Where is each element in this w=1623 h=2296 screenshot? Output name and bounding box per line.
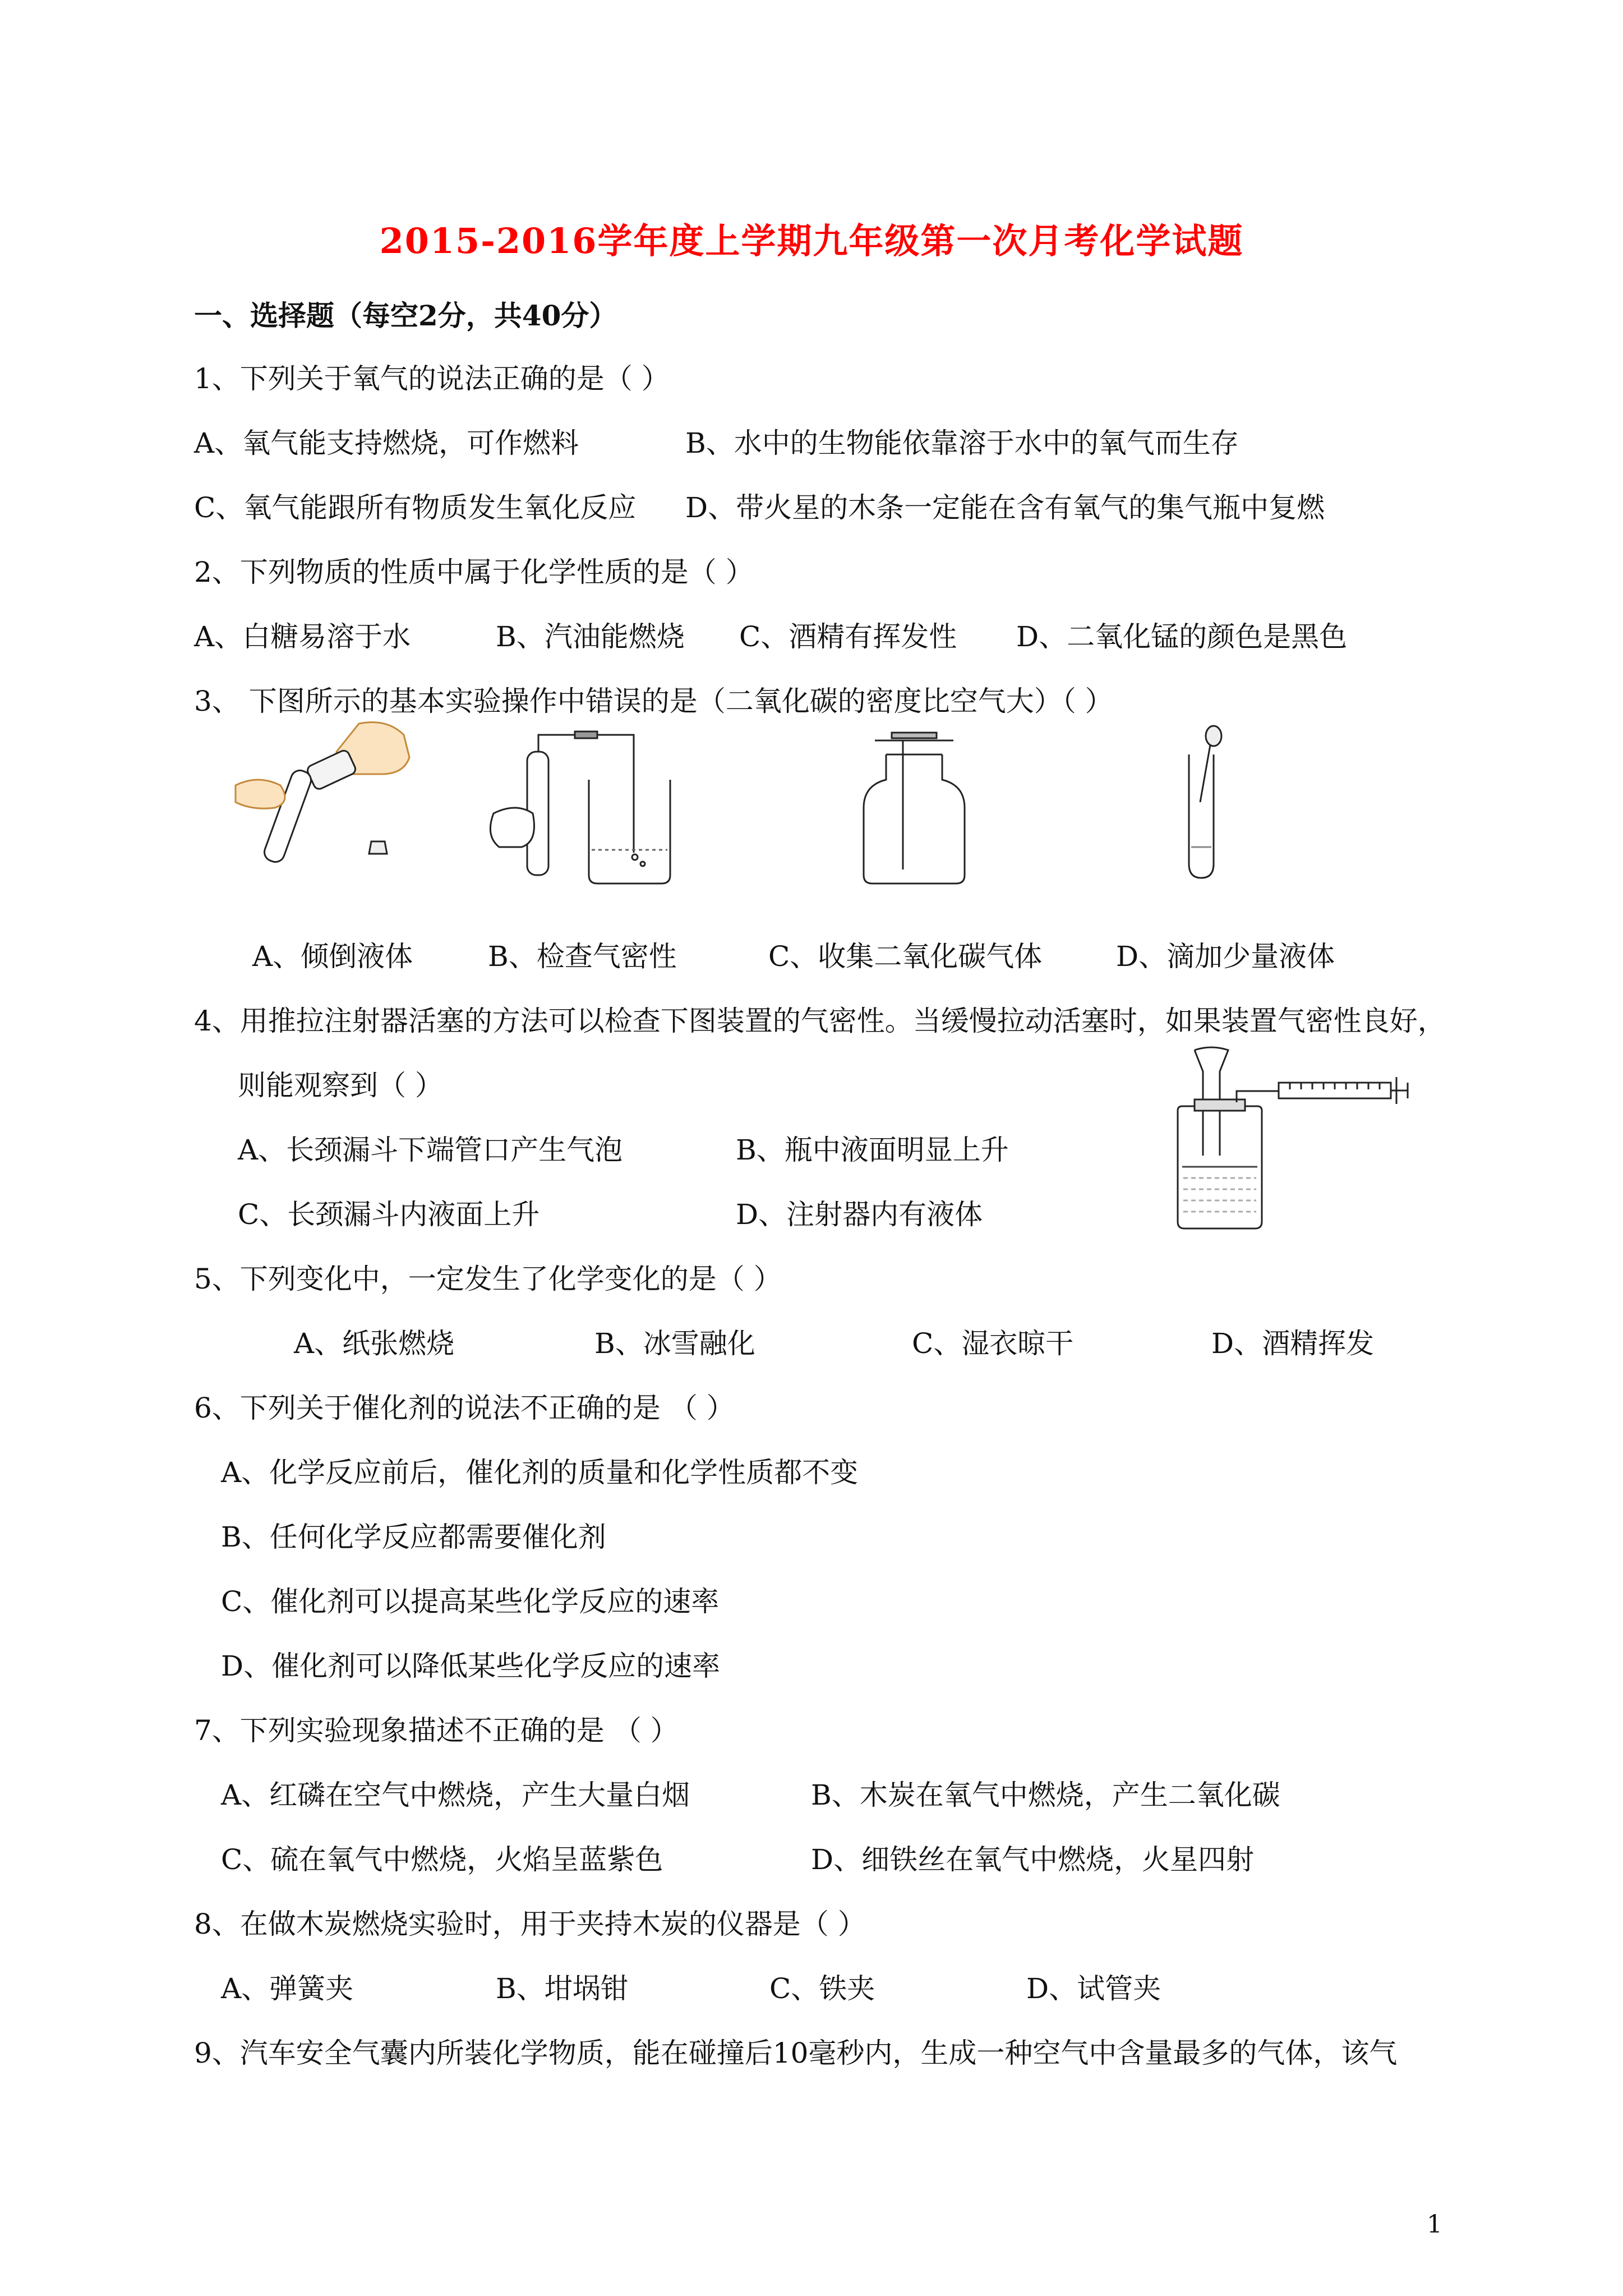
question-6-stem: 6、下列关于催化剂的说法不正确的是 （ ） bbox=[194, 1392, 735, 1424]
question-8-option-a: A、弹簧夹 bbox=[221, 1972, 354, 2005]
question-4-option-c: C、长颈漏斗内液面上升 bbox=[238, 1198, 540, 1231]
airtightness-check-figure bbox=[477, 729, 679, 886]
question-5-option-d: D、酒精挥发 bbox=[1211, 1327, 1375, 1360]
question-7-option-d: D、细铁丝在氧气中燃烧，火星四射 bbox=[811, 1843, 1255, 1876]
question-6-option-c: C、催化剂可以提高某些化学反应的速率 bbox=[221, 1585, 720, 1618]
gas-collection-bottle-figure bbox=[852, 729, 976, 886]
question-1-option-a: A、氧气能支持燃烧，可作燃料 bbox=[194, 427, 579, 459]
question-3-option-d: D、滴加少量液体 bbox=[1116, 940, 1335, 973]
question-3-option-b: B、检查气密性 bbox=[488, 940, 677, 973]
question-5-stem: 5、下列变化中，一定发生了化学变化的是（ ） bbox=[194, 1263, 782, 1295]
question-1-option-b: B、水中的生物能依靠溶于水中的氧气而生存 bbox=[685, 427, 1239, 459]
question-3-option-c: C、收集二氧化碳气体 bbox=[768, 940, 1043, 973]
question-7-stem: 7、下列实验现象描述不正确的是 （ ） bbox=[194, 1714, 679, 1747]
question-5-option-c: C、湿衣晾干 bbox=[912, 1327, 1074, 1360]
question-4-option-b: B、瓶中液面明显上升 bbox=[736, 1134, 1009, 1166]
question-7-option-c: C、硫在氧气中燃烧，火焰呈蓝紫色 bbox=[221, 1843, 663, 1876]
question-8-option-b: B、坩埚钳 bbox=[496, 1972, 629, 2005]
question-1-option-c: C、氧气能跟所有物质发生氧化反应 bbox=[194, 491, 637, 524]
question-6-option-a: A、化学反应前后，催化剂的质量和化学性质都不变 bbox=[221, 1456, 859, 1489]
dropper-test-tube-figure bbox=[1166, 724, 1234, 886]
section-heading: 一、选择题（每空2分，共40分） bbox=[194, 299, 617, 332]
question-9-stem: 9、汽车安全气囊内所装化学物质，能在碰撞后10毫秒内，生成一种空气中含量最多的气体，该气 bbox=[194, 2037, 1398, 2069]
question-4-option-a: A、长颈漏斗下端管口产生气泡 bbox=[238, 1134, 623, 1166]
question-2-option-a: A、白糖易溶于水 bbox=[194, 620, 411, 653]
page-number: 1 bbox=[1427, 2210, 1442, 2239]
question-5-option-a: A、纸张燃烧 bbox=[294, 1327, 455, 1360]
question-3-stem: 3、 下图所示的基本实验操作中错误的是（二氧化碳的密度比空气大）（ ） bbox=[194, 685, 1113, 717]
question-8-option-c: C、铁夹 bbox=[769, 1972, 875, 2005]
question-1-stem: 1、下列关于氧气的说法正确的是（ ） bbox=[194, 362, 670, 395]
syringe-apparatus-figure bbox=[1155, 1043, 1419, 1234]
question-2-option-b: B、汽油能燃烧 bbox=[496, 620, 685, 653]
question-6-option-b: B、任何化学反应都需要催化剂 bbox=[221, 1521, 606, 1553]
question-6-option-d: D、催化剂可以降低某些化学反应的速率 bbox=[221, 1650, 721, 1682]
pouring-liquid-figure bbox=[224, 712, 426, 875]
question-7-option-b: B、木炭在氧气中燃烧，产生二氧化碳 bbox=[811, 1779, 1280, 1811]
question-2-option-c: C、酒精有挥发性 bbox=[739, 620, 957, 653]
question-4-stem-continued: 则能观察到（ ） bbox=[238, 1069, 443, 1102]
question-2-option-d: D、二氧化锰的颜色是黑色 bbox=[1016, 620, 1348, 653]
question-2-stem: 2、下列物质的性质中属于化学性质的是（ ） bbox=[194, 556, 754, 588]
page-title: 2015-2016学年度上学期九年级第一次月考化学试题 bbox=[379, 220, 1244, 261]
question-4-option-d: D、注射器内有液体 bbox=[736, 1198, 983, 1231]
question-8-stem: 8、在做木炭燃烧实验时，用于夹持木炭的仪器是（ ） bbox=[194, 1908, 866, 1940]
question-7-option-a: A、红磷在空气中燃烧，产生大量白烟 bbox=[221, 1779, 690, 1811]
question-5-option-b: B、冰雪融化 bbox=[594, 1327, 755, 1360]
question-1-option-d: D、带火星的木条一定能在含有氧气的集气瓶中复燃 bbox=[685, 491, 1325, 524]
question-3-option-a: A、倾倒液体 bbox=[252, 940, 413, 973]
question-4-stem: 4、用推拉注射器活塞的方法可以检查下图装置的气密性。当缓慢拉动活塞时，如果装置气密性良好， bbox=[194, 1005, 1446, 1037]
question-8-option-d: D、试管夹 bbox=[1026, 1972, 1161, 2005]
